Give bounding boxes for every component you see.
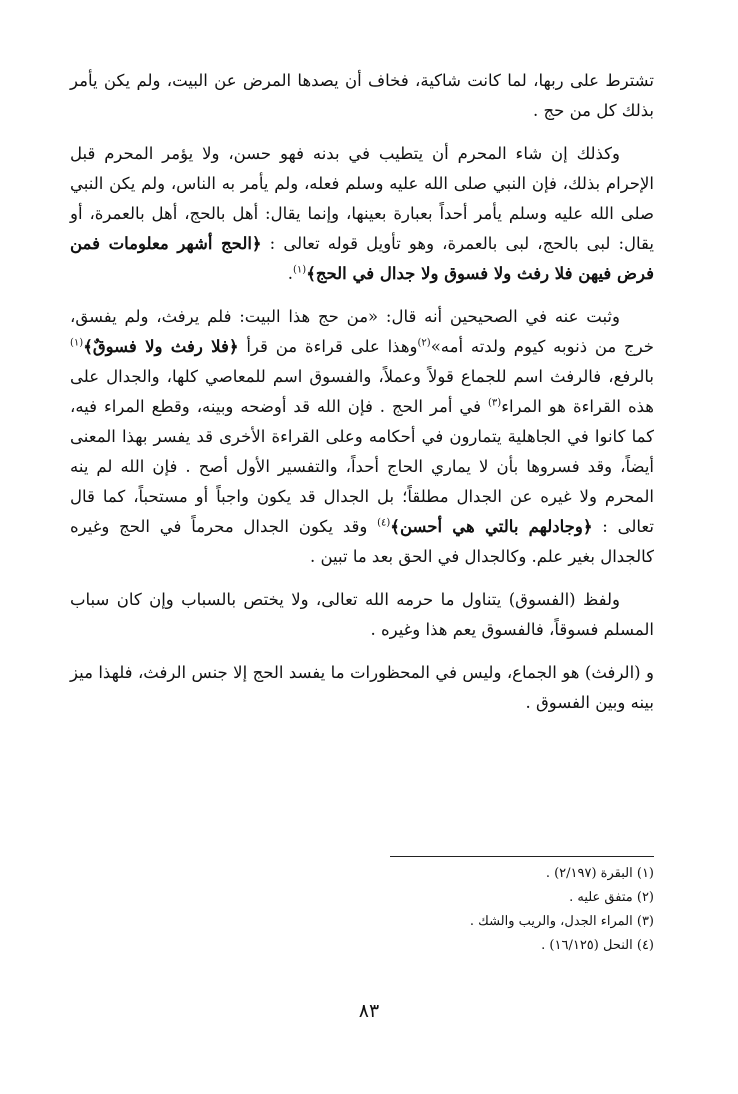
quran-quote: ﴿فلا رفث ولا فسوقٌ﴾ xyxy=(83,337,239,356)
quran-quote: ﴿وجادلهم بالتي هي أحسن﴾ xyxy=(390,517,593,536)
footnotes xyxy=(354,862,654,958)
paragraph-text: بالرفع، فالرفث اسم للجماع قولاً وعملاً، والفسوق اسم للمعاصي كلها، والجدال على هذه القراءة هو المراء xyxy=(70,367,654,416)
quran-quote: ﴿الحج أشهر معلومات فمن فرض فيهن فلا رفث ولا فسوق ولا جدال في الحج﴾ xyxy=(70,234,654,283)
paragraph-text: في أمر الحج . فإن الله قد أوضحه وبينه، وقطع المراء فيه، كما كانوا في الجاهلية يتمارون في أحكامه وعلى القراءة الأخرى قد يفسر بهذا المعنى أيضاً، وقد فسروها بأن لا يماري الحاج أحداً، والتفسير الأول أصح . فإن الله لم ينه المحرم ولا غيره عن الجدال مطلقاً؛ بل الجدال قد يكون واجباً أو مستحباً، كما قال تعالى : xyxy=(70,397,654,536)
paragraph-text: . xyxy=(287,264,293,283)
paragraph-text: وقد يكون الجدال محرماً في الحج وغيره كالجدال بغير علم. وكالجدال في الحق بعد ما تبين . xyxy=(70,517,654,566)
paragraph-4 xyxy=(70,585,654,645)
footnote-ref: (٢) xyxy=(417,337,431,349)
footnote-ref: (٣) xyxy=(488,397,502,409)
footnote-divider xyxy=(390,856,654,857)
paragraph-5 xyxy=(70,658,654,718)
footnote-ref: (٤) xyxy=(377,517,391,529)
paragraph-2 xyxy=(70,139,654,289)
paragraph-text: وثبت عنه في الصحيحين أنه قال: «من حج هذا البيت: فلم يرفث، ولم يفسق، خرج من ذنوبه كيوم ولدته أمه» xyxy=(70,307,654,356)
page-body xyxy=(70,66,654,731)
footnote-ref: (١) xyxy=(293,264,307,276)
paragraph-text: وهذا على قراءة من قرأ xyxy=(238,337,418,356)
paragraph-text: وكذلك إن شاء المحرم أن يتطيب في بدنه فهو حسن، ولا يؤمر المحرم قبل الإحرام بذلك، فإن النبي صلى الله عليه وسلم فعله، ولم يأمر به الناس، ولم يكن النبي صلى الله عليه وسلم يأمر أحداً بعبارة بعينها، وإنما يقال: أهل بالحج، أهل بالعمرة، أو يقال: لبى بالحج، لبى بالعمرة، وهو تأويل قوله تعالى : xyxy=(70,144,654,253)
footnote-1: (١) البقرة (٢/١٩٧) . xyxy=(545,866,654,881)
footnote-2: (٢) متفق عليه . xyxy=(569,890,654,905)
footnote-4: (٤) النحل (١٦/١٢٥) . xyxy=(541,938,654,953)
paragraph-text: تشترط على ربها، لما كانت شاكية، فخاف أن يصدها المرض عن البيت، ولم يكن يأمر بذلك كل من حج . xyxy=(70,71,654,120)
paragraph-text: و (الرفث) هو الجماع، وليس في المحظورات ما يفسد الحج إلا جنس الرفث، فلهذا ميز بينه وبين الفسوق . xyxy=(70,663,654,712)
page-number: ٨٣ xyxy=(358,1000,380,1022)
paragraph-text: ولفظ (الفسوق) يتناول ما حرمه الله تعالى، ولا يختص بالسباب وإن كان سباب المسلم فسوقاً، فالفسوق يعم هذا وغيره . xyxy=(70,590,654,639)
footnote-3: (٣) المراء الجدل، والريب والشك . xyxy=(469,914,654,929)
paragraph-1 xyxy=(70,66,654,126)
paragraph-3 xyxy=(70,302,654,572)
footnote-ref: (١) xyxy=(70,337,84,349)
